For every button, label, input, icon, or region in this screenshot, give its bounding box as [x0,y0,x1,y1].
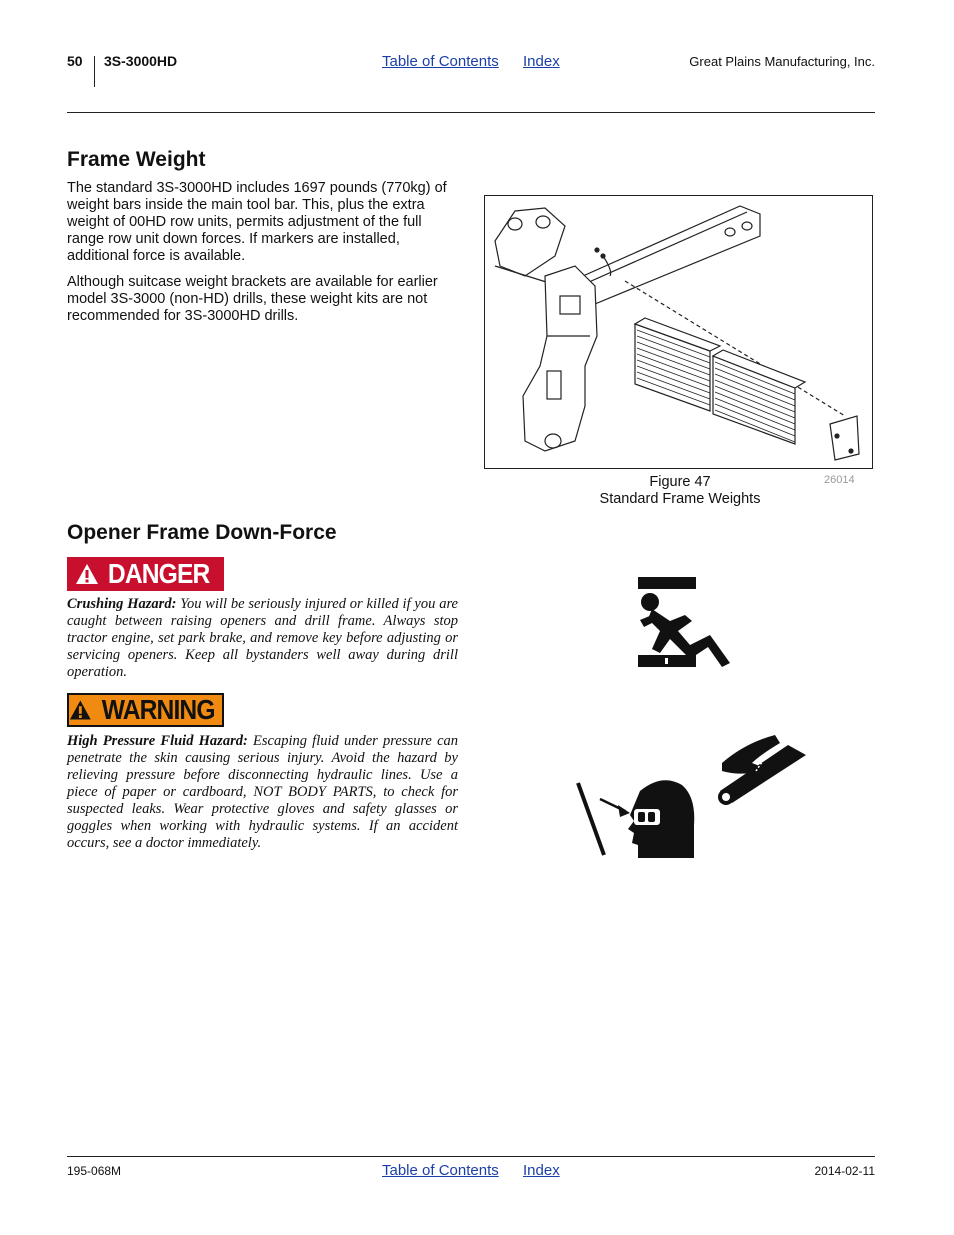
page-number: 50 [67,53,83,69]
fluid-hazard-text [67,733,458,852]
index-link-bottom[interactable]: Index [523,1162,560,1179]
crushing-hazard-text [67,596,458,681]
publication-date: 2014-02-11 [814,1164,875,1178]
frame-weight-paragraph-2: Although suitcase weight brackets are available for earlier model 3S-3000 (non-HD) drills, these weight kits are not recommended for 3S-3000HD drills. [67,274,438,324]
frame-weights-illustration [485,196,872,468]
header-rule [67,112,875,113]
toc-link-bottom[interactable]: Table of Contents [382,1162,499,1179]
company-name: Great Plains Manufacturing, Inc. [689,54,875,69]
fluid-hazard-body: Escaping fluid under pressure can penetrate the skin causing serious injury. Avoid the hazard by relieving pressure before disconnecting hydraulic lines. Use a piece of paper or cardboard, NOT BODY PARTS, to check for suspected leaks. Wear protective gloves and safety glasses or goggles when working with hydraulic systems. If an accident occurs, see a doctor immediately. [67,733,459,851]
figure-id: 26014 [824,474,855,486]
fluid-hazard-title: High Pressure Fluid Hazard: [67,733,248,749]
danger-triangle-icon [75,563,99,585]
model-name: 3S-3000HD [104,53,178,69]
frame-weights-figure [484,195,873,469]
figure-caption [580,474,780,508]
danger-badge [67,557,224,591]
figure-number: Figure 47 [649,474,711,490]
footer-rule [67,1156,875,1157]
crushing-hazard-pictogram [630,575,740,673]
fluid-hazard-pictogram [570,725,815,865]
warning-label: WARNING [101,694,215,725]
toc-link-top[interactable]: Table of Contents [382,53,499,70]
header-divider [94,56,95,87]
index-link-top[interactable]: Index [523,53,560,70]
warning-triangle-icon [69,699,92,721]
crushing-hazard-title: Crushing Hazard: [67,596,177,612]
frame-weight-heading: Frame Weight [67,148,206,171]
document-number: 195-068M [67,1164,122,1178]
frame-weight-paragraph-1: The standard 3S-3000HD includes 1697 pounds (770kg) of weight bars inside the main tool bar. This, plus the extra weight of 00HD row units, permits adjustment of the full range row unit down forces. If markers are installed, additional force is available. [67,180,447,264]
opener-heading: Opener Frame Down-Force [67,521,337,544]
warning-badge [67,693,224,727]
danger-label: DANGER [107,558,210,589]
crushing-hazard-body: You will be seriously injured or killed if you are caught between raising openers and drill frame. Always stop tractor engine, set park brake, and remove key before adjusting or servicing openers. Keep all bystanders well away during drill operation. [67,596,458,680]
figure-title: Standard Frame Weights [599,491,761,507]
